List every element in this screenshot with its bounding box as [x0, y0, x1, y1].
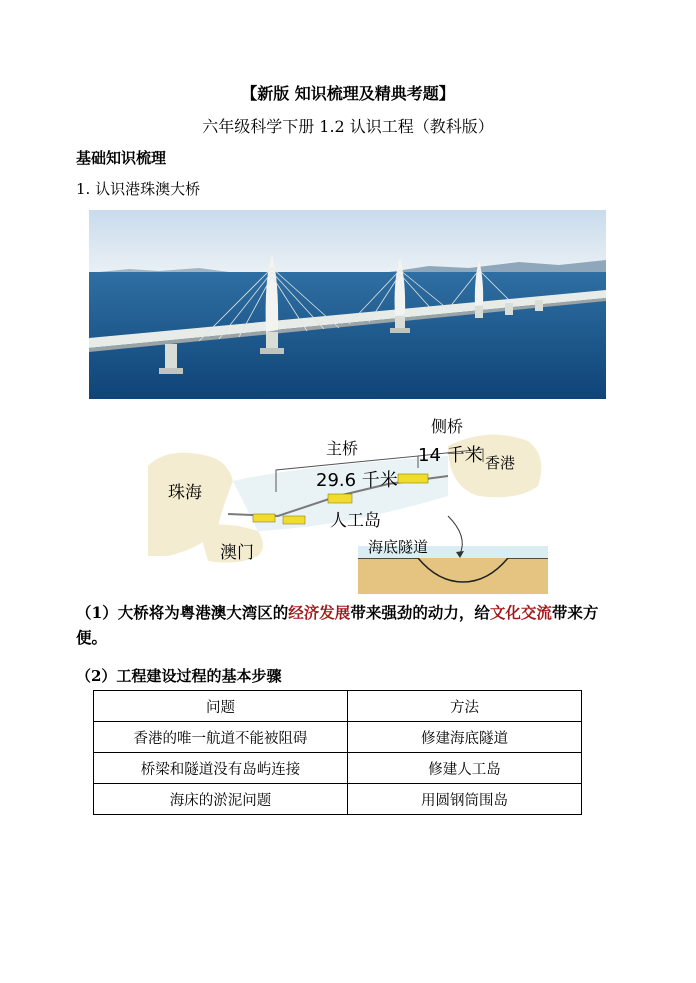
side-length-label: 14 千米 [418, 445, 483, 466]
bridge-map-illustration [148, 406, 548, 594]
table-cell: 海床的淤泥问题 [94, 784, 348, 815]
table-row [94, 753, 582, 784]
table-cell: 修建人工岛 [348, 753, 582, 784]
document-subtitle: 六年级科学下册 1.2 认识工程（教科版） [202, 117, 494, 136]
paragraph-1-text-b: 带来强劲的动力，给 [350, 603, 490, 622]
table-header-problem: 问题 [94, 691, 348, 722]
bridge-photo-illustration [89, 210, 606, 399]
table-header-row [94, 691, 582, 722]
table-cell: 修建海底隧道 [348, 722, 582, 753]
bridge-photo [89, 210, 606, 399]
document-title: 【新版 知识梳理及精典考题】 [241, 84, 455, 103]
table-header-method: 方法 [348, 691, 582, 722]
island-label: 人工岛 [330, 511, 381, 531]
item-heading: 1. 认识港珠澳大桥 [76, 180, 201, 198]
paragraph-2: （2）工程建设过程的基本步骤 [76, 667, 282, 685]
bridge-map [148, 406, 548, 594]
table-row [94, 722, 582, 753]
highlight-economic-development: 经济发展 [288, 603, 351, 622]
table-cell: 用圆钢筒围岛 [348, 784, 582, 815]
side-bridge-label: 侧桥 [431, 417, 464, 436]
paragraph-1-text-c: 带来方便。 [76, 603, 599, 647]
table-cell: 香港的唯一航道不能被阻碍 [94, 722, 348, 753]
macau-label: 澳门 [220, 543, 254, 563]
paragraph-1-text-a: （1）大桥将为粤港澳大湾区的 [76, 603, 289, 622]
steps-table [93, 690, 582, 815]
hongkong-label: 香港 [485, 454, 516, 472]
table-row [94, 784, 582, 815]
table-cell: 桥梁和隧道没有岛屿连接 [94, 753, 348, 784]
main-bridge-label: 主桥 [326, 439, 359, 458]
paragraph-1 [76, 600, 624, 650]
zhuhai-label: 珠海 [168, 483, 202, 503]
tunnel-label: 海底隧道 [368, 538, 429, 556]
main-length-label: 29.6 千米 [316, 470, 398, 491]
section-heading: 基础知识梳理 [76, 149, 167, 167]
highlight-cultural-exchange: 文化交流 [489, 603, 552, 622]
